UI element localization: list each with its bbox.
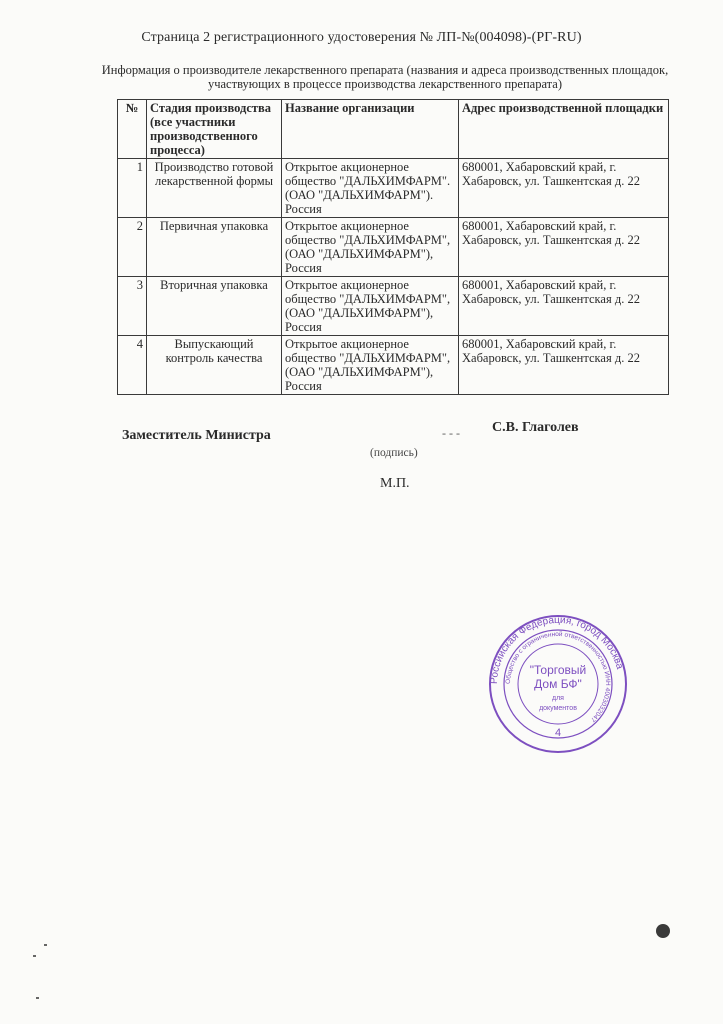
stamp-number: 4	[554, 727, 562, 739]
row-stage: Производство готовой лекарственной формы	[147, 159, 282, 218]
stamp-center-line3: для	[552, 695, 564, 702]
table-row	[118, 218, 669, 277]
header-stage: Стадия производства (все участники производственного процесса)	[147, 100, 282, 159]
scan-speck	[36, 997, 39, 999]
row-address: 680001, Хабаровский край, г. Хабаровск, ул. Ташкентская д. 22	[459, 277, 669, 336]
row-stage: Вторичная упаковка	[147, 277, 282, 336]
row-organization: Открытое акционерное общество "ДАЛЬХИМФАРМ". (ОАО "ДАЛЬХИМФАРМ"). Россия	[282, 159, 459, 218]
row-address: 680001, Хабаровский край, г. Хабаровск, ул. Ташкентская д. 22	[459, 159, 669, 218]
seal-place-label: М.П.	[380, 476, 410, 491]
header-number: №	[118, 100, 147, 159]
table-row	[118, 159, 669, 218]
production-sites-table	[117, 99, 669, 395]
company-seal-stamp	[488, 614, 628, 754]
scan-speck	[44, 944, 47, 946]
header-organization: Название организации	[282, 100, 459, 159]
row-organization: Открытое акционерное общество "ДАЛЬХИМФАРМ", (ОАО "ДАЛЬХИМФАРМ"), Россия	[282, 218, 459, 277]
signatory-name: С.В. Глаголев	[492, 420, 579, 435]
page-subtitle: Информация о производителе лекарственного препарата (названия и адреса производственных площадок, участвующих в процессе производства лекарственного препарата)	[101, 63, 669, 91]
row-number: 1	[118, 159, 147, 218]
stamp-center-line4: документов	[539, 705, 577, 712]
row-address: 680001, Хабаровский край, г. Хабаровск, ул. Ташкентская д. 22	[459, 218, 669, 277]
row-stage: Выпускающий контроль качества	[147, 336, 282, 395]
table-header-row	[118, 100, 669, 159]
table-row	[118, 277, 669, 336]
scan-speck	[33, 955, 36, 957]
row-number: 3	[118, 277, 147, 336]
stamp-center-line1: "Торговый	[529, 663, 587, 677]
row-stage: Первичная упаковка	[147, 218, 282, 277]
stamp-center-line2: Дом БФ"	[534, 677, 582, 691]
header-address: Адрес производственной площадки	[459, 100, 669, 159]
row-address: 680001, Хабаровский край, г. Хабаровск, ул. Ташкентская д. 22	[459, 336, 669, 395]
stamp-inner-text: Общество с ограниченной ответственностью ИНН 4003032047	[504, 630, 612, 723]
row-number: 2	[118, 218, 147, 277]
stamp-outer-text: Российская Федерация, город Москва	[488, 614, 626, 685]
signature-line: - - -	[442, 426, 460, 440]
row-organization: Открытое акционерное общество "ДАЛЬХИМФАРМ", (ОАО "ДАЛЬХИМФАРМ"), Россия	[282, 336, 459, 395]
row-number: 4	[118, 336, 147, 395]
signature-caption: (подпись)	[370, 447, 418, 459]
table-row	[118, 336, 669, 395]
page-title: Страница 2 регистрационного удостоверения № ЛП-№(004098)-(РГ-RU)	[141, 30, 582, 45]
scan-mark-dot	[656, 924, 670, 938]
signatory-position: Заместитель Министра	[122, 428, 271, 443]
row-organization: Открытое акционерное общество "ДАЛЬХИМФАРМ", (ОАО "ДАЛЬХИМФАРМ"), Россия	[282, 277, 459, 336]
